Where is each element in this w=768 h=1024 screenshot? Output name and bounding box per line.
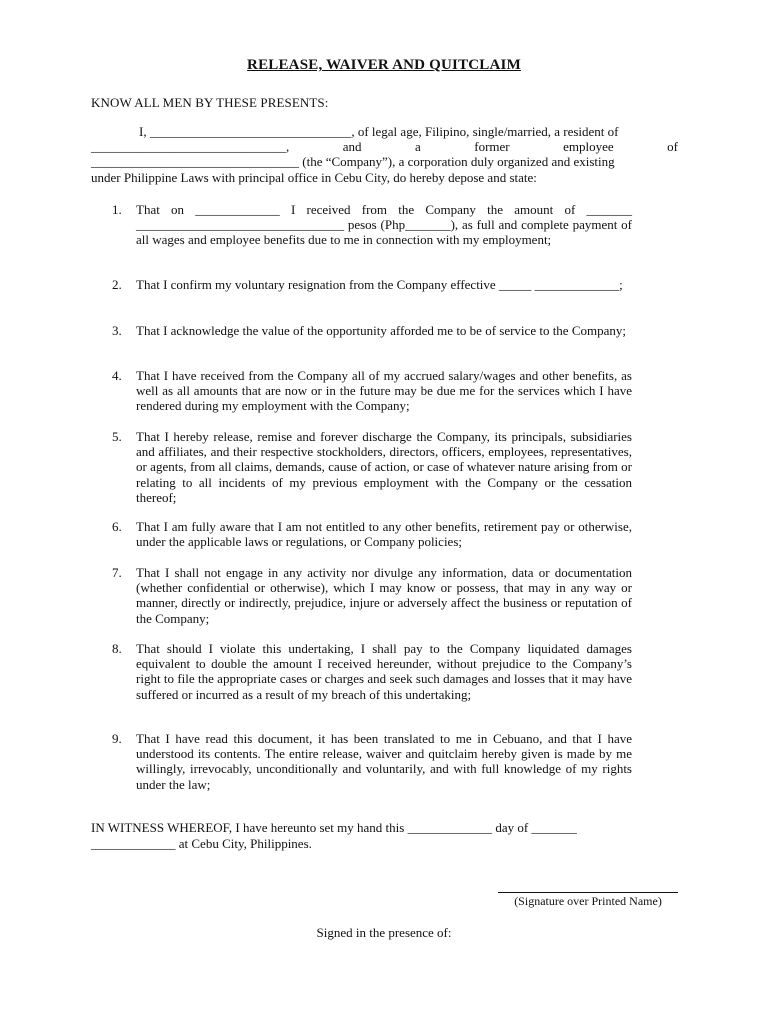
clause-text: That I have received from the Company all of my accrued salary/wages and other benefits, as well as all amounts that are now or in the future may be due me for the services which I have rendered during my employment with the Company; xyxy=(136,368,632,414)
intro-word: former xyxy=(474,139,510,155)
clause-item xyxy=(112,641,632,702)
signature-caption: (Signature over Printed Name) xyxy=(514,894,662,908)
clause-text: That I have read this document, it has been translated to me in Cebuano, and that I have understood its contents. The entire release, waiver and quitclaim hereby given is made by me willingly, irrevocably, unconditionally and voluntarily, and with full knowledge of my rights under the law; xyxy=(136,731,632,792)
signed-in-presence: Signed in the presence of: xyxy=(316,925,452,940)
clause-text: That I confirm my voluntary resignation from the Company effective _____ _____________; xyxy=(136,277,623,292)
clause-number: 2. xyxy=(112,277,122,292)
document-title: RELEASE, WAIVER AND QUITCLAIM xyxy=(247,57,521,73)
intro-word: and xyxy=(342,139,362,155)
opening-line: KNOW ALL MEN BY THESE PRESENTS: xyxy=(91,95,329,110)
intro-word: a xyxy=(415,139,421,155)
clause-item xyxy=(112,202,632,248)
clause-text: That I hereby release, remise and forever discharge the Company, its principals, subsidiaries and affiliates, and their respective stockholders, directors, officers, employees, representatives, or agents, from all claims, demands, cause of action, or case of whatever nature arising from or relating to all incidents of my previous employment with the Company or the cessation thereof; xyxy=(136,429,632,505)
intro-word: under Philippine Laws with principal office in Cebu City, do hereby depose and state: xyxy=(91,169,537,185)
clause-item xyxy=(112,323,632,338)
intro-word: of xyxy=(667,139,678,155)
intro-line xyxy=(91,170,678,185)
witness-clause: IN WITNESS WHEREOF, I have hereunto set my hand this _____________ day of _______ _____________ at Cebu City, Philippines. xyxy=(91,820,577,851)
clause-item xyxy=(112,731,632,792)
clause-number: 7. xyxy=(112,565,122,580)
clause-text: That I shall not engage in any activity nor divulge any information, data or documentation (whether confidential or otherwise), which I may know or possess, that may in any way or manner, directly or indirectly, prejudice, injure or adversely affect the business or reputation of the Company; xyxy=(136,565,632,626)
intro-paragraph xyxy=(91,124,678,185)
intro-line xyxy=(91,139,678,154)
clause-number: 4. xyxy=(112,368,122,383)
intro-line xyxy=(91,124,678,139)
clause-text: That should I violate this undertaking, I shall pay to the Company liquidated damages equivalent to double the amount I received hereunder, without prejudice to the Company’s right to file the appropriate cases or charges and seek such damages and losses that it may have suffered or incurred as a result of my breach of this undertaking; xyxy=(136,641,632,702)
intro-word: ______________________________, xyxy=(91,139,290,155)
clause-number: 1. xyxy=(112,202,122,217)
clause-number: 8. xyxy=(112,641,122,656)
clause-item xyxy=(112,277,632,292)
clause-number: 3. xyxy=(112,323,122,338)
intro-word: employee xyxy=(563,139,614,155)
clause-item xyxy=(112,519,632,549)
signature-line xyxy=(498,892,678,893)
clause-number: 9. xyxy=(112,731,122,746)
intro-word: I, _______________________________, of legal age, Filipino, single/married, a resident of xyxy=(139,124,619,139)
clause-number: 5. xyxy=(112,429,122,444)
clause-text: That I acknowledge the value of the opportunity afforded me to be of service to the Company; xyxy=(136,323,626,338)
clause-number: 6. xyxy=(112,519,122,534)
clause-item xyxy=(112,429,632,505)
clause-item xyxy=(112,565,632,626)
clause-text: That I am fully aware that I am not entitled to any other benefits, retirement pay or otherwise, under the applicable laws or regulations, or Company policies; xyxy=(136,519,632,550)
intro-line xyxy=(91,154,678,169)
clause-item xyxy=(112,368,632,414)
intro-word: ________________________________ (the “Company”), a corporation duly organized and existing xyxy=(91,154,615,170)
clause-text: That on _____________ I received from the Company the amount of _______ ________________________________ pesos (Php_______), as full and complete payment of all wages and employee benefits due to me in connection with my employment; xyxy=(136,202,632,248)
